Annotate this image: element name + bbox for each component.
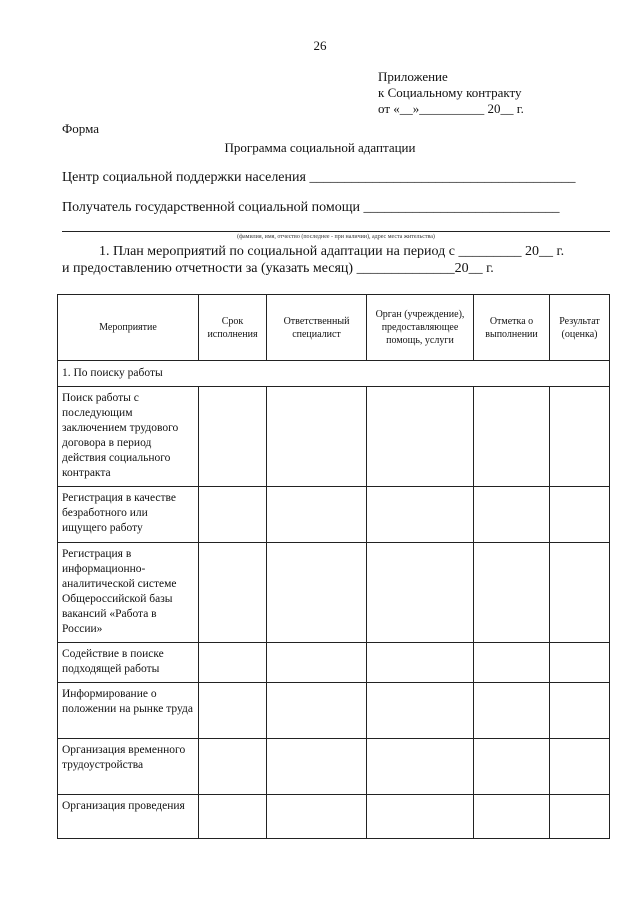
result-cell[interactable] [550, 683, 610, 739]
fio-hint: (фамилия, имя, отчество (последнее - при наличии), адрес места жительства) [237, 234, 435, 240]
organization-cell[interactable] [367, 739, 474, 795]
table-row [58, 387, 610, 487]
table-row [58, 795, 610, 839]
plan-line-1: 1. План мероприятий по социальной адаптации на период с _________ 20__ г. [99, 244, 565, 259]
annex-line-1: Приложение [378, 69, 448, 84]
table-row [58, 543, 610, 643]
responsible-cell[interactable] [267, 387, 367, 487]
annex-line-3: от «__»__________ 20__ г. [378, 101, 524, 116]
responsible-cell[interactable] [267, 683, 367, 739]
completion-mark-cell[interactable] [474, 487, 550, 543]
result-cell[interactable] [550, 387, 610, 487]
organization-cell[interactable] [367, 543, 474, 643]
responsible-cell[interactable] [267, 643, 367, 683]
activity-cell: Регистрация в качестве безработного или ищущего работу [58, 487, 199, 543]
recipient-field: Получатель государственной социальной помощи ____________________________ [62, 200, 560, 215]
activity-cell: Организация временного трудоустройства [58, 739, 199, 795]
result-cell[interactable] [550, 643, 610, 683]
fio-underline [62, 231, 610, 232]
table-row [58, 487, 610, 543]
deadline-cell[interactable] [199, 683, 267, 739]
completion-mark-cell[interactable] [474, 683, 550, 739]
plan-line-2: и предоставлению отчетности за (указать месяц) ______________20__ г. [62, 261, 494, 276]
deadline-cell[interactable] [199, 487, 267, 543]
header-deadline: Срок исполнения [199, 295, 267, 361]
result-cell[interactable] [550, 795, 610, 839]
header-result: Результат (оценка) [550, 295, 610, 361]
result-cell[interactable] [550, 543, 610, 643]
table-row [58, 683, 610, 739]
page-number: 26 [313, 38, 327, 53]
header-responsible: Ответственный специалист [267, 295, 367, 361]
responsible-cell[interactable] [267, 795, 367, 839]
table-header-row [58, 295, 610, 361]
annex-line-2: к Социальному контракту [378, 85, 522, 100]
deadline-cell[interactable] [199, 643, 267, 683]
organization-cell[interactable] [367, 643, 474, 683]
completion-mark-cell[interactable] [474, 739, 550, 795]
responsible-cell[interactable] [267, 487, 367, 543]
activity-cell: Поиск работы с последующим заключением трудового договора в период действия социального контракта [58, 387, 199, 487]
center-field: Центр социальной поддержки населения ______________________________________ [62, 170, 576, 185]
deadline-cell[interactable] [199, 739, 267, 795]
completion-mark-cell[interactable] [474, 543, 550, 643]
activity-cell: Организация проведения [58, 795, 199, 839]
table-row [58, 739, 610, 795]
deadline-cell[interactable] [199, 543, 267, 643]
organization-cell[interactable] [367, 387, 474, 487]
result-cell[interactable] [550, 487, 610, 543]
activity-cell: Информирование о положении на рынке труда [58, 683, 199, 739]
section-row [58, 361, 610, 387]
organization-cell[interactable] [367, 683, 474, 739]
program-table [57, 294, 610, 839]
responsible-cell[interactable] [267, 739, 367, 795]
header-organization: Орган (учреждение), предоставляющее помощь, услуги [367, 295, 474, 361]
header-completion-mark: Отметка о выполнении [474, 295, 550, 361]
responsible-cell[interactable] [267, 543, 367, 643]
form-label: Форма [62, 121, 99, 136]
completion-mark-cell[interactable] [474, 795, 550, 839]
deadline-cell[interactable] [199, 795, 267, 839]
header-activity: Мероприятие [58, 295, 199, 361]
completion-mark-cell[interactable] [474, 643, 550, 683]
section-job-search: 1. По поиску работы [58, 361, 610, 387]
table-row [58, 643, 610, 683]
activity-cell: Регистрация в информационно-аналитической системе Общероссийской базы вакансий «Работа в России» [58, 543, 199, 643]
activity-cell: Содействие в поиске подходящей работы [58, 643, 199, 683]
result-cell[interactable] [550, 739, 610, 795]
organization-cell[interactable] [367, 487, 474, 543]
completion-mark-cell[interactable] [474, 387, 550, 487]
program-title: Программа социальной адаптации [224, 140, 416, 155]
organization-cell[interactable] [367, 795, 474, 839]
deadline-cell[interactable] [199, 387, 267, 487]
